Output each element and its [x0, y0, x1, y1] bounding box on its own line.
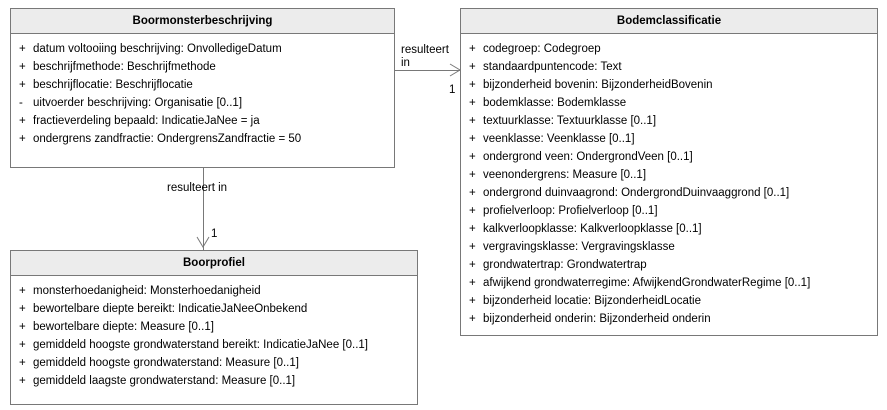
attribute-text: monsterhoedanigheid: Monsterhoedanigheid	[33, 284, 261, 297]
association-multiplicity-vertical: 1	[211, 228, 218, 240]
attribute-visibility: +	[469, 42, 476, 55]
attribute-row	[11, 300, 417, 318]
attribute-text: bodemklasse: Bodemklasse	[483, 96, 627, 109]
attribute-text: bijzonderheid onderin: Bijzonderheid onderin	[483, 312, 711, 325]
attribute-row	[461, 112, 877, 130]
attribute-text: bewortelbare diepte bereikt: IndicatieJaNeeOnbekend	[33, 302, 308, 315]
attribute-row	[461, 274, 877, 292]
attribute-text: ondergrond duinvaagrond: OndergrondDuinvaaggrond [0..1]	[483, 186, 790, 199]
attribute-text: gemiddeld hoogste grondwaterstand: Measure [0..1]	[33, 356, 299, 369]
attribute-text: ondergrens zandfractie: OndergrensZandfractie = 50	[33, 132, 302, 145]
attribute-row	[461, 220, 877, 238]
attribute-text: vergravingsklasse: Vergravingsklasse	[483, 240, 675, 253]
attribute-visibility: +	[19, 132, 26, 145]
class-attributes-boorprofiel	[11, 276, 417, 396]
attribute-visibility: +	[469, 60, 476, 73]
attribute-text: ondergrond veen: OndergrondVeen [0..1]	[483, 150, 693, 163]
attribute-visibility: +	[469, 204, 476, 217]
association-label-resulteert-in-horizontal	[401, 44, 449, 70]
class-box-bodemclassificatie[interactable]	[460, 8, 878, 336]
attribute-row	[11, 354, 417, 372]
attribute-row	[461, 238, 877, 256]
attribute-visibility: +	[469, 258, 476, 271]
attribute-row	[461, 184, 877, 202]
attribute-visibility: +	[19, 284, 26, 297]
attribute-row	[461, 310, 877, 328]
attribute-visibility: +	[469, 132, 476, 145]
attribute-row	[11, 318, 417, 336]
attribute-row	[461, 130, 877, 148]
attribute-row	[461, 148, 877, 166]
attribute-text: fractieverdeling bepaald: IndicatieJaNee = ja	[33, 114, 260, 127]
attribute-text: uitvoerder beschrijving: Organisatie [0..1]	[33, 96, 243, 109]
attribute-text: afwijkend grondwaterregime: AfwijkendGrondwaterRegime [0..1]	[483, 276, 811, 289]
attribute-row	[461, 256, 877, 274]
attribute-text: grondwatertrap: Grondwatertrap	[483, 258, 647, 271]
attribute-row	[461, 202, 877, 220]
association-multiplicity-horizontal: 1	[449, 84, 456, 96]
attribute-visibility: +	[469, 96, 476, 109]
attribute-text: beschrijflocatie: Beschrijflocatie	[33, 78, 193, 91]
attribute-visibility: +	[469, 240, 476, 253]
attribute-text: bijzonderheid bovenin: BijzonderheidBovenin	[483, 78, 713, 91]
attribute-visibility: +	[469, 168, 476, 181]
attribute-row	[11, 94, 394, 112]
attribute-visibility: +	[19, 42, 26, 55]
attribute-text: codegroep: Codegroep	[483, 42, 601, 55]
attribute-visibility: -	[19, 96, 23, 109]
association-label-line1: resulteert	[401, 44, 449, 56]
attribute-row	[11, 336, 417, 354]
attribute-visibility: +	[19, 320, 26, 333]
class-attributes-boormonsterbeschrijving	[11, 34, 394, 154]
attribute-row	[461, 58, 877, 76]
attribute-row	[11, 282, 417, 300]
class-title-boorprofiel: Boorprofiel	[11, 251, 417, 276]
association-label-resulteert-in-vertical	[167, 182, 227, 195]
attribute-row	[11, 130, 394, 148]
attribute-visibility: +	[469, 312, 476, 325]
attribute-text: textuurklasse: Textuurklasse [0..1]	[483, 114, 657, 127]
attribute-visibility: +	[469, 276, 476, 289]
attribute-visibility: +	[469, 294, 476, 307]
attribute-visibility: +	[19, 302, 26, 315]
class-box-boormonsterbeschrijving[interactable]	[10, 8, 395, 168]
attribute-text: beschrijfmethode: Beschrijfmethode	[33, 60, 216, 73]
attribute-row	[11, 58, 394, 76]
attribute-text: profielverloop: Profielverloop [0..1]	[483, 204, 658, 217]
attribute-text: kalkverloopklasse: Kalkverloopklasse [0..1]	[483, 222, 702, 235]
attribute-text: datum voltooiing beschrijving: OnvolledigeDatum	[33, 42, 282, 55]
attribute-row	[461, 76, 877, 94]
attribute-visibility: +	[469, 186, 476, 199]
association-label-line2: in	[401, 57, 410, 69]
attribute-visibility: +	[469, 222, 476, 235]
attribute-text: veenondergrens: Measure [0..1]	[483, 168, 647, 181]
attribute-text: gemiddeld laagste grondwaterstand: Measure [0..1]	[33, 374, 296, 387]
attribute-visibility: +	[469, 150, 476, 163]
attribute-row	[461, 292, 877, 310]
attribute-row	[11, 76, 394, 94]
attribute-visibility: +	[19, 374, 26, 387]
attribute-row	[11, 372, 417, 390]
attribute-row	[11, 40, 394, 58]
attribute-visibility: +	[469, 114, 476, 127]
attribute-text: bijzonderheid locatie: BijzonderheidLocatie	[483, 294, 702, 307]
attribute-text: veenklasse: Veenklasse [0..1]	[483, 132, 635, 145]
attribute-visibility: +	[19, 338, 26, 351]
class-title-bodemclassificatie: Bodemclassificatie	[461, 9, 877, 34]
association-label-line1: resulteert in	[167, 182, 228, 194]
attribute-visibility: +	[19, 60, 26, 73]
attribute-row	[461, 40, 877, 58]
class-attributes-bodemclassificatie	[461, 34, 877, 334]
attribute-visibility: +	[19, 78, 26, 91]
attribute-row	[11, 112, 394, 130]
attribute-text: bewortelbare diepte: Measure [0..1]	[33, 320, 214, 333]
attribute-row	[461, 166, 877, 184]
class-title-boormonsterbeschrijving: Boormonsterbeschrijving	[11, 9, 394, 34]
class-box-boorprofiel[interactable]	[10, 250, 418, 405]
attribute-row	[461, 94, 877, 112]
attribute-text: standaardpuntencode: Text	[483, 60, 622, 73]
attribute-visibility: +	[19, 356, 26, 369]
attribute-visibility: +	[469, 78, 476, 91]
attribute-visibility: +	[19, 114, 26, 127]
attribute-text: gemiddeld hoogste grondwaterstand bereikt: IndicatieJaNee [0..1]	[33, 338, 368, 351]
